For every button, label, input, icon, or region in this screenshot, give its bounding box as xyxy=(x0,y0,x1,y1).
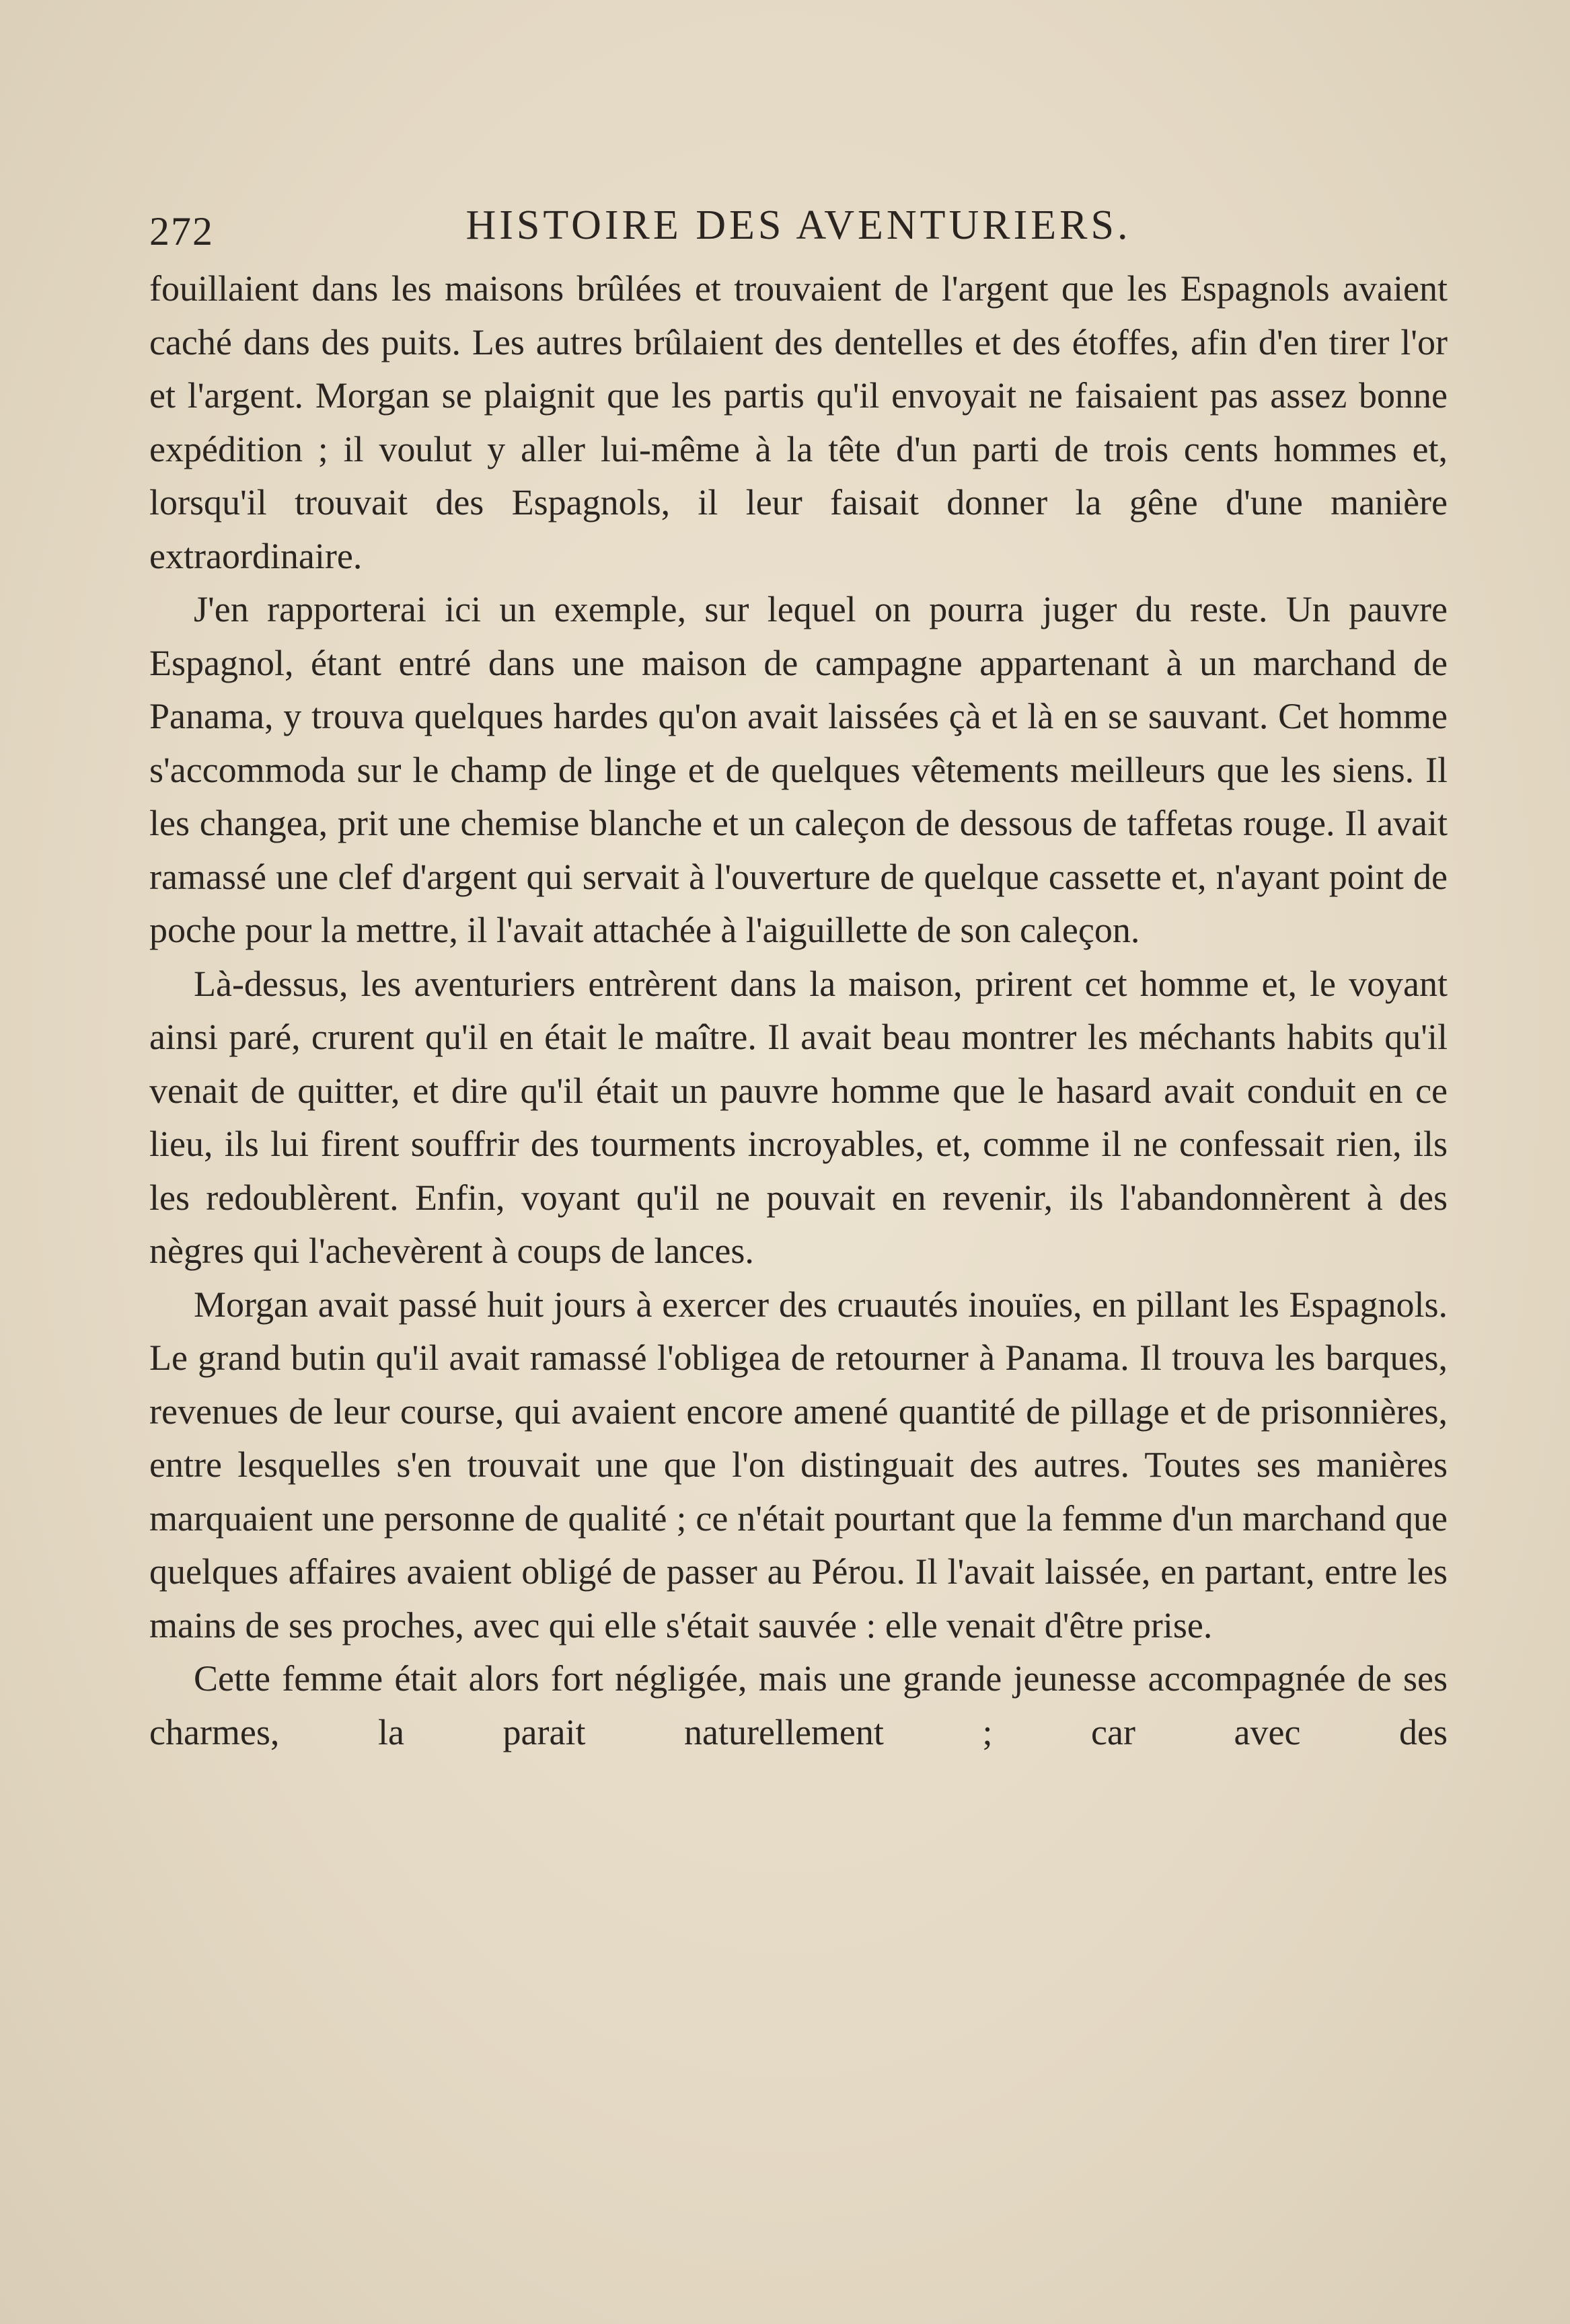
page-header xyxy=(149,202,1448,256)
paragraph-4: Morgan avait passé huit jours à exercer des cruautés inouïes, en pillant les Espagnols. Le grand butin qu'il avait ramassé l'obligea de retourner à Panama. Il trouva les barques, revenues de leur course, qui avaient encore amené quantité de pillage et de prisonnières, entre lesquelles s'en trouvait une que l'on distinguait des autres. Toutes ses manières marquaient une personne de qualité ; ce n'était pourtant que la femme d'un marchand que quelques affaires avaient obligé de passer au Pérou. Il l'avait laissée, en partant, entre les mains de ses proches, avec qui elle s'était sauvée : elle venait d'être prise. xyxy=(149,1284,1448,1645)
paragraph-1: fouillaient dans les maisons brûlées et trouvaient de l'argent que les Espagnols avaient caché dans des puits. Les autres brûlaient des dentelles et des étoffes, afin d'en tirer l'or et l'argent. Morgan se plaignit que les partis qu'il envoyait ne faisaient pas assez bonne expédition ; il voulut y aller lui-même à la tête d'un parti de trois cents hommes et, lorsqu'il trouvait des Espagnols, il leur faisait donner la gêne d'une manière extraordinaire. xyxy=(149,268,1448,576)
paragraph-2: J'en rapporterai ici un exemple, sur lequel on pourra juger du reste. Un pauvre Espagnol, étant entré dans une maison de campagne appartenant à un marchand de Panama, y trouva quelques hardes qu'on avait laissées çà et là en se sauvant. Cet homme s'accommoda sur le champ de linge et de quelques vêtements meilleurs que les siens. Il les changea, prit une chemise blanche et un caleçon de dessous de taffetas rouge. Il avait ramassé une clef d'argent qui servait à l'ouverture de quelque cassette et, n'ayant point de poche pour la mettre, il l'avait attachée à l'aiguillette de son caleçon. xyxy=(149,589,1448,950)
page-number: 272 xyxy=(149,209,214,254)
paragraph-3: Là-dessus, les aventuriers entrèrent dans la maison, prirent cet homme et, le voyant ainsi paré, crurent qu'il en était le maître. Il avait beau montrer les méchants habits qu'il venait de quitter, et dire qu'il était un pauvre homme que le hasard avait conduit en ce lieu, ils lui firent souffrir des tourments incroyables, et, comme il ne confessait rien, ils les redoublèrent. Enfin, voyant qu'il ne pouvait en revenir, ils l'abandonnèrent à des nègres qui l'achevèrent à coups de lances. xyxy=(149,963,1448,1271)
body-text xyxy=(149,262,1448,1759)
running-title: HISTOIRE DES AVENTURIERS. xyxy=(465,202,1131,248)
paragraph-5: Cette femme était alors fort négligée, mais une grande jeunesse accompagnée de ses charmes, la parait naturellement ; car avec des xyxy=(149,1658,1448,1752)
